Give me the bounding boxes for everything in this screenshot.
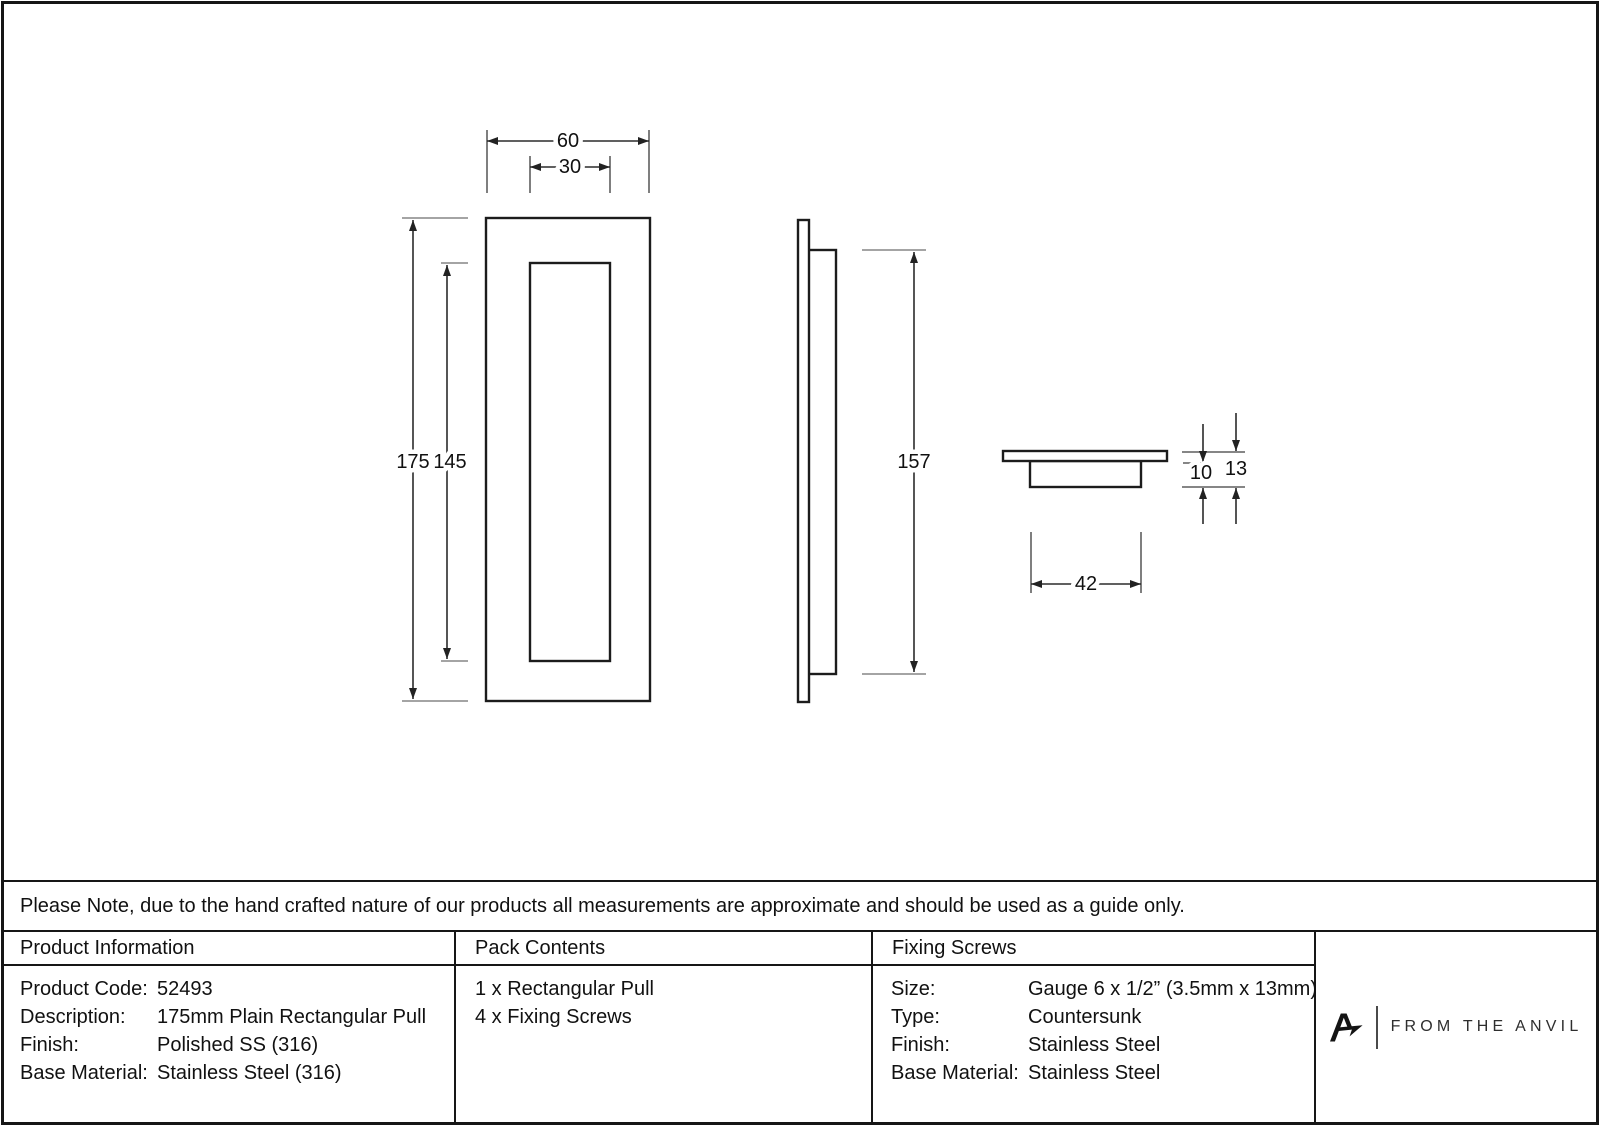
note-row [4, 880, 1596, 932]
row-label: Finish: [891, 1034, 950, 1056]
section-recess-body [1030, 461, 1141, 487]
brand-logo [1330, 1006, 1583, 1049]
dim-outer-width-label: 60 [556, 130, 580, 152]
dim-outer-height-label: 175 [396, 451, 430, 473]
row-value: Stainless Steel (316) [157, 1062, 342, 1084]
note-text: Please Note, due to the hand crafted nature of our products all measurements are approximate and should be used as a guide only. [20, 894, 1185, 917]
side-recess-body [808, 250, 836, 674]
row-label: Finish: [20, 1034, 79, 1056]
dim-inner-width-label: 30 [558, 156, 582, 178]
front-recess-pocket [530, 263, 610, 661]
pack-contents-section [456, 932, 873, 1122]
row-label: Base Material: [20, 1062, 148, 1084]
row-value: Stainless Steel [1028, 1062, 1161, 1084]
table-row [891, 1059, 1306, 1087]
table-row [20, 975, 446, 1003]
pack-contents-header: Pack Contents [456, 932, 871, 966]
anvil-a-monogram-icon [1330, 1013, 1363, 1042]
row-value: 52493 [157, 978, 213, 1000]
row-label: Size: [891, 978, 936, 1000]
brand-name: FROM THE ANVIL [1390, 1018, 1583, 1035]
dim-recess-depth-label: 10 [1189, 462, 1213, 484]
dim-overall-depth-label: 13 [1224, 458, 1248, 480]
list-item: 4 x Fixing Screws [475, 1006, 632, 1028]
row-value: Stainless Steel [1028, 1034, 1161, 1056]
section-face-plate [1003, 451, 1167, 461]
brand-divider [1376, 1006, 1378, 1049]
row-label: Description: [20, 1006, 126, 1028]
side-face-plate [798, 220, 809, 702]
fixing-screws-header: Fixing Screws [873, 932, 1314, 966]
product-information-header: Product Information [4, 932, 454, 966]
fixing-screws-section [873, 932, 1316, 1122]
dim-inner-height-label: 145 [433, 451, 467, 473]
table-row [891, 975, 1317, 1003]
row-label: Type: [891, 1006, 940, 1028]
row-value: Gauge 6 x 1/2” (3.5mm x 13mm) [1028, 978, 1317, 1000]
table-row [20, 1059, 446, 1087]
side-view [798, 220, 931, 702]
product-information-section [4, 932, 456, 1122]
row-label: Base Material: [891, 1062, 1019, 1084]
row-value: Countersunk [1028, 1006, 1142, 1028]
table-row [891, 1031, 1306, 1059]
dim-recess-height-label: 157 [897, 451, 931, 473]
table-row [20, 1003, 446, 1031]
table-row [891, 1003, 1306, 1031]
row-value: 175mm Plain Rectangular Pull [157, 1006, 427, 1028]
section-view [1003, 413, 1247, 595]
dim-recess-width-label: 42 [1074, 573, 1098, 595]
row-label: Product Code: [20, 978, 148, 1000]
list-item: 1 x Rectangular Pull [475, 978, 654, 1000]
brand-cell [1316, 932, 1596, 1122]
row-value: Polished SS (316) [157, 1034, 319, 1056]
front-view [396, 130, 650, 701]
table-row [20, 1031, 446, 1059]
spec-table [4, 932, 1596, 1122]
